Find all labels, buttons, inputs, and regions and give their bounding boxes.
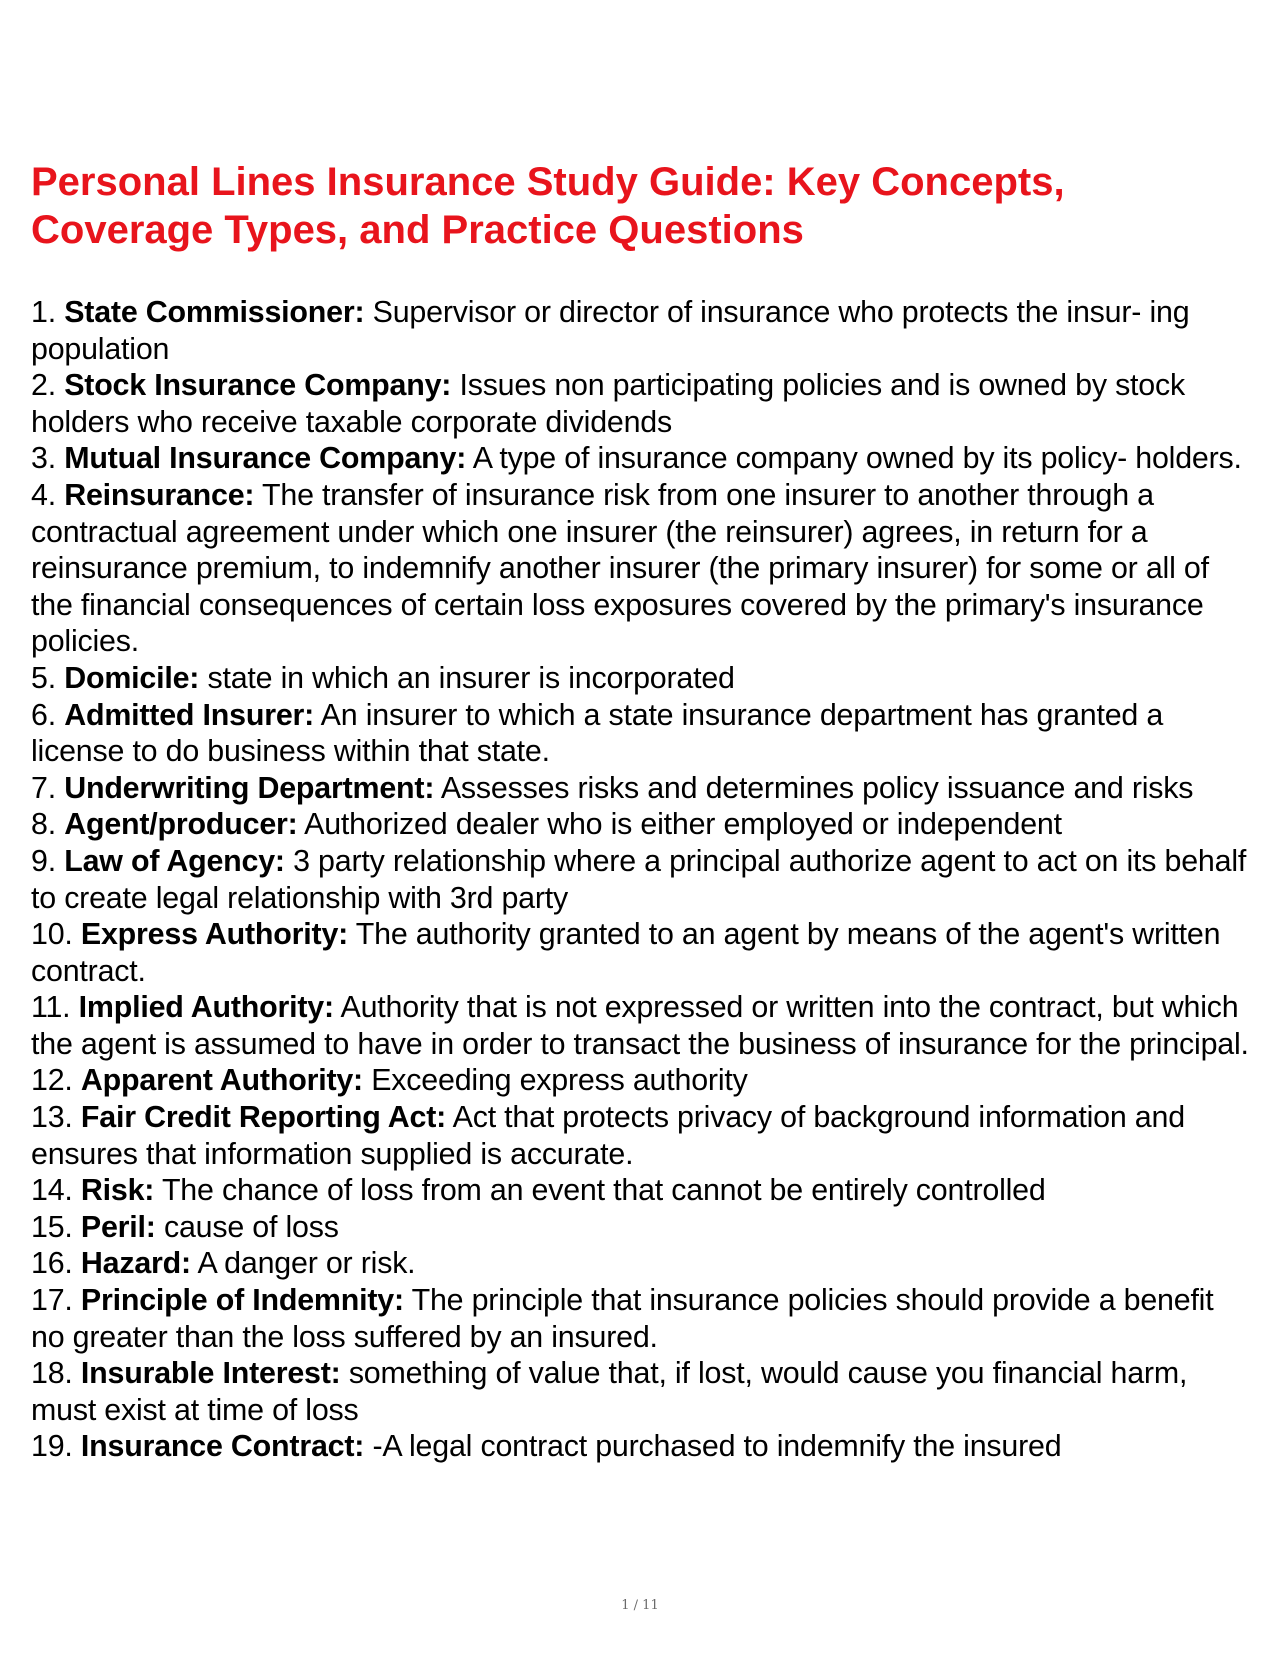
entry-number: 8. — [31, 807, 56, 842]
entry-term: Agent/producer: — [64, 807, 298, 842]
entry-number: 2. — [31, 368, 56, 403]
entry-number: 17. — [31, 1283, 73, 1318]
list-item — [31, 806, 1253, 843]
entry-number: 5. — [31, 660, 56, 695]
entry-term: Underwriting Department: — [64, 770, 435, 805]
entry-definition: Issues non participating policies and is owned by stock holders who receive taxable corporate dividends — [31, 368, 1185, 439]
entry-term: Apparent Authority: — [80, 1063, 363, 1098]
entry-number: 11. — [31, 990, 71, 1025]
entry-number: 13. — [31, 1100, 73, 1135]
entry-term: Law of Agency: — [64, 843, 285, 878]
entry-definition: Assesses risks and determines policy issuance and risks — [440, 770, 1194, 805]
entry-definition: state in which an insurer is incorporated — [207, 660, 735, 695]
entry-definition: Act that protects privacy of background information and ensures that information supplied is accurate. — [31, 1100, 1185, 1171]
entry-term: Mutual Insurance Company: — [64, 441, 467, 476]
list-item — [31, 367, 1253, 440]
list-item — [31, 697, 1253, 770]
list-item — [31, 770, 1253, 807]
entry-definition: The transfer of insurance risk from one insurer to another through a contractual agreement under which one insurer (the reinsurer) agrees, in return for a reinsurance premium, to indemnify another insurer (the primary insurer) for some or all of the financial consequences of certain loss exposures covered by the primary's insurance policies. — [31, 477, 1209, 659]
list-item — [31, 1209, 1253, 1246]
list-item — [31, 1282, 1253, 1355]
entry-definition: The chance of loss from an event that cannot be entirely controlled — [161, 1173, 1046, 1208]
entry-definition: 3 party relationship where a principal authorize agent to act on its behalf to create legal relationship with 3rd party — [31, 843, 1247, 915]
entry-number: 1. — [31, 295, 56, 329]
entry-term: Hazard: — [80, 1246, 191, 1281]
entry-term: State Commissioner: — [64, 295, 365, 329]
entry-term: Insurance Contract: — [80, 1429, 365, 1464]
entry-term: Peril: — [80, 1209, 156, 1244]
list-item — [31, 843, 1253, 916]
list-item — [31, 1428, 1253, 1465]
entry-definition: -A legal contract purchased to indemnify the insured — [372, 1429, 1062, 1464]
entry-definition: The principle that insurance policies should provide a benefit no greater than the loss suffered by an insured. — [31, 1283, 1214, 1354]
entry-number: 16. — [31, 1246, 73, 1281]
entry-number: 18. — [31, 1356, 73, 1391]
entry-definition: The authority granted to an agent by means of the agent's written contract. — [31, 917, 1221, 988]
entry-term: Insurable Interest: — [80, 1356, 341, 1391]
entry-number: 4. — [31, 477, 56, 512]
definition-list — [31, 294, 1253, 1465]
list-item — [31, 989, 1253, 1062]
list-item — [31, 1062, 1253, 1099]
entry-term: Express Authority: — [80, 917, 349, 952]
document-title: Personal Lines Insurance Study Guide: Key Concepts, Coverage Types, and Practice Questions — [31, 160, 1065, 252]
list-item — [31, 660, 1253, 697]
list-item — [31, 1245, 1253, 1282]
entry-number: 3. — [31, 441, 56, 476]
entry-term: Risk: — [80, 1173, 155, 1208]
list-item — [31, 1355, 1253, 1428]
list-item — [31, 477, 1253, 660]
entry-term: Stock Insurance Company: — [64, 368, 452, 403]
entry-number: 14. — [31, 1173, 73, 1208]
entry-term: Fair Credit Reporting Act: — [80, 1100, 447, 1135]
entry-definition: cause of loss — [163, 1209, 339, 1244]
entry-term: Principle of Indemnity: — [80, 1283, 404, 1318]
entry-definition: something of value that, if lost, would cause you financial harm, must exist at time of loss — [31, 1356, 1188, 1427]
list-item — [31, 294, 1253, 367]
entry-number: 9. — [31, 843, 56, 878]
entry-term: Domicile: — [64, 660, 200, 695]
entry-definition: Exceeding express authority — [371, 1063, 748, 1098]
list-item — [31, 440, 1253, 477]
list-item — [31, 1099, 1253, 1172]
entry-number: 15. — [31, 1209, 73, 1244]
entry-definition: Authorized dealer who is either employed or independent — [304, 807, 1062, 842]
entry-number: 6. — [31, 697, 56, 732]
entry-definition: A danger or risk. — [197, 1246, 416, 1281]
list-item — [31, 1172, 1253, 1209]
entry-term: Reinsurance: — [64, 477, 255, 512]
entry-definition: An insurer to which a state insurance department has granted a license to do business within that state. — [31, 697, 1164, 769]
list-item — [31, 916, 1253, 989]
entry-number: 7. — [31, 770, 56, 805]
entry-definition: A type of insurance company owned by its policy- holders. — [472, 441, 1242, 476]
page-number: 1 / 11 — [621, 1598, 659, 1613]
entry-definition: Authority that is not expressed or written into the contract, but which the agent is assumed to have in order to transact the business of insurance for the principal. — [31, 990, 1249, 1061]
entry-number: 10. — [31, 917, 73, 952]
entry-definition: Supervisor or director of insurance who protects the insur- ing population — [31, 295, 1190, 366]
entry-term: Implied Authority: — [78, 990, 334, 1025]
entry-term: Admitted Insurer: — [64, 697, 315, 732]
entry-number: 12. — [31, 1063, 73, 1098]
entry-number: 19. — [31, 1429, 73, 1464]
